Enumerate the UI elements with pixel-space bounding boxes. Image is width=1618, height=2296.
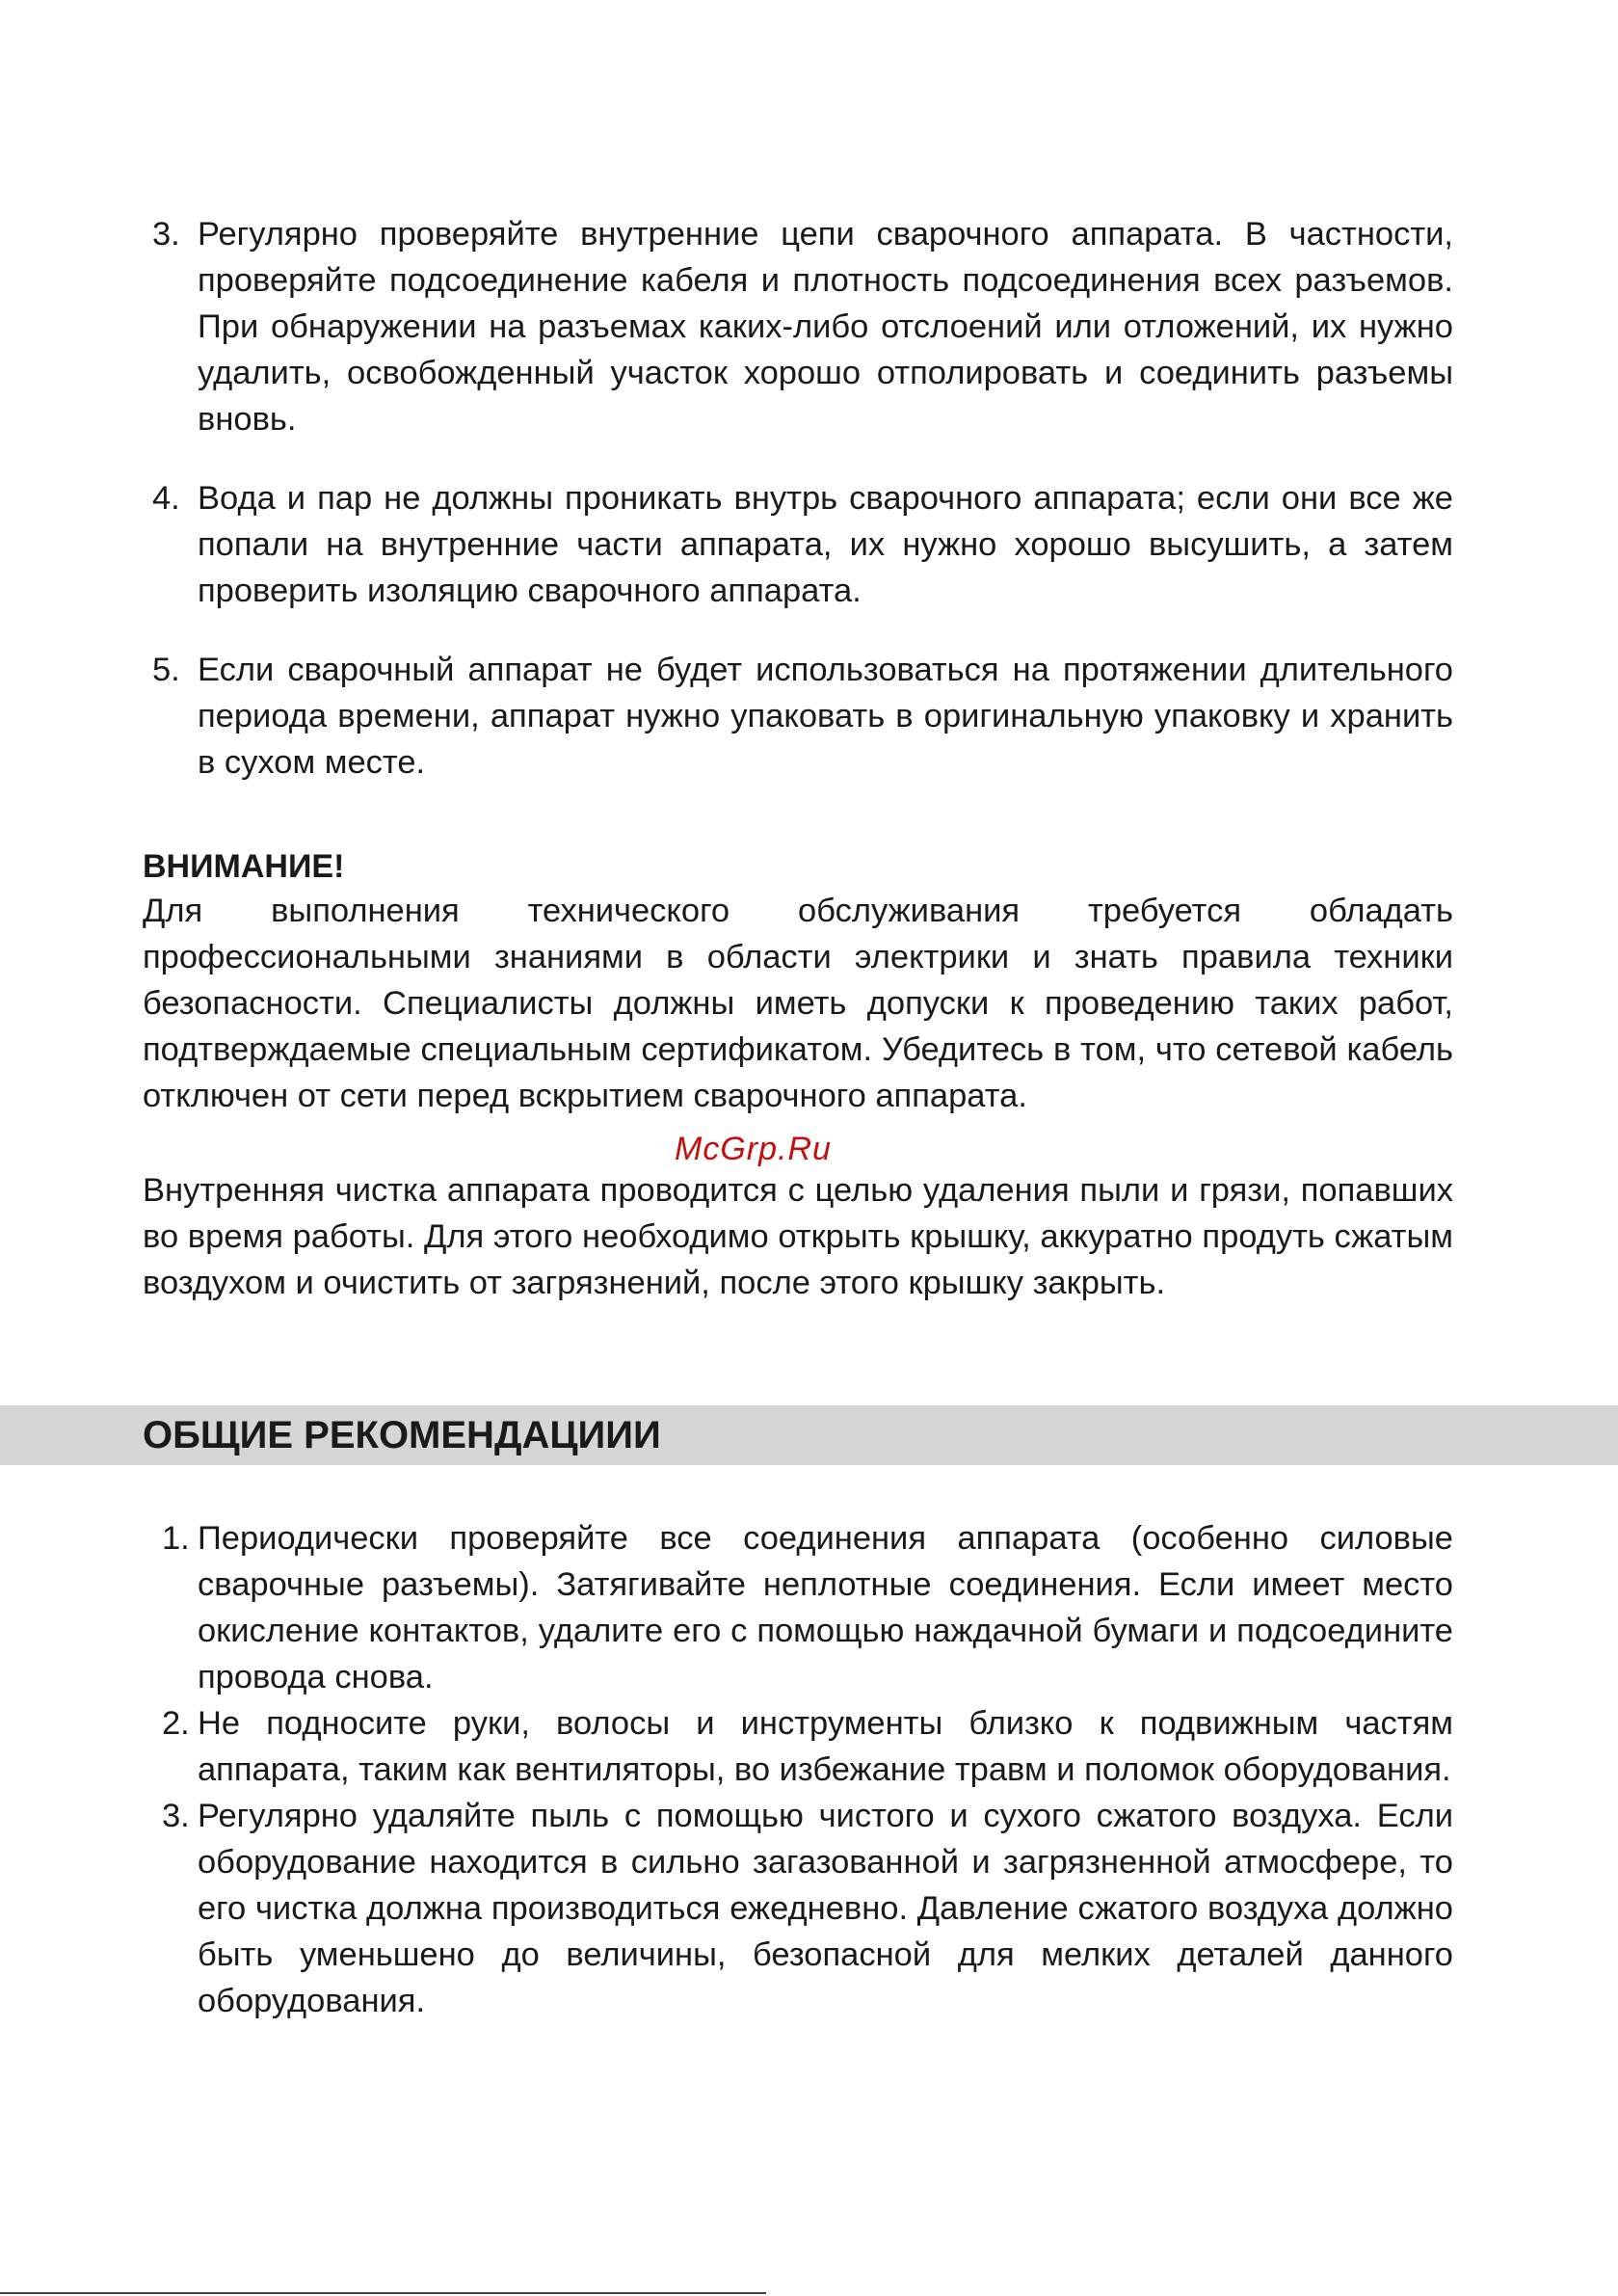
footer-divider (0, 2292, 766, 2294)
list-item-text: Не подносите руки, волосы и инструменты близко к подвижным частям аппарата, таким как вентиляторы, во избежание травм и поломок оборудования. (198, 1705, 1453, 1788)
list-item-number: 2. (162, 1705, 190, 1742)
list-item-number: 5. (152, 652, 180, 688)
warning-paragraph: Для выполнения технического обслуживания требуется обладать профессиональными знаниями в области электрики и знать правила техники безопасности. Специалисты должны иметь допуски к проведению таких работ, подтверждаемые специальным сертификатом. Убедитесь в том, что сетевой кабель отключен от сети перед вскрытием сварочного аппарата. (143, 893, 1453, 1114)
list-item-number: 3. (162, 1798, 190, 1834)
list-item-text: Периодически проверяйте все соединения аппарата (особенно силовые сварочные разъемы). Затягивайте неплотные соединения. Если имеет место окисление контактов, удалите его с помощью наждачной бумаги и подсоедините провода снова. (198, 1520, 1453, 1695)
list-item (143, 1793, 1453, 2024)
list-item-text: Вода и пар не должны проникать внутрь сварочного аппарата; если они все же попали на внутренние части аппарата, их нужно хорошо высушить, а затем проверить изоляцию сварочного аппарата. (198, 480, 1453, 609)
list-item-number: 4. (152, 480, 180, 517)
list-item-number: 1. (162, 1520, 190, 1557)
maintenance-list (143, 211, 1453, 818)
cleaning-paragraph: Внутренняя чистка аппарата проводится с целью удаления пыли и грязи, попавших во время работы. Для этого необходимо открыть крышку, аккуратно продуть сжатым воздухом и очистить от загрязнений, после этого крышку закрыть. (143, 1172, 1453, 1301)
list-item (143, 475, 1453, 614)
list-item (143, 647, 1453, 786)
warning-heading: ВНИМАНИЕ! (143, 848, 345, 885)
list-item-text: Регулярно проверяйте внутренние цепи сварочного аппарата. В частности, проверяйте подсоединение кабеля и плотность подсоединения всех разъемов. При обнаружении на разъемах каких-либо отслоений или отложений, их нужно удалить, освобожденный участок хорошо отполировать и соединить разъемы вновь. (198, 216, 1453, 438)
list-item-text: Если сварочный аппарат не будет использоваться на протяжении длительного периода времени, аппарат нужно упаковать в оригинальную упаковку и хранить в сухом месте. (198, 652, 1453, 781)
list-item (143, 1515, 1453, 1700)
general-recommendations-list (143, 1515, 1453, 2024)
list-item (143, 211, 1453, 442)
list-item (143, 1700, 1453, 1793)
list-item-text: Регулярно удаляйте пыль с помощью чистого и сухого сжатого воздуха. Если оборудование находится в сильно загазованной и загрязненной атмосфере, то его чистка должна производиться ежедневно. Давление сжатого воздуха должно быть уменьшено до величины, безопасной для мелких деталей данного оборудования. (198, 1798, 1453, 2019)
watermark: McGrp.Ru (675, 1131, 832, 1167)
list-item-number: 3. (152, 216, 180, 253)
section-title: ОБЩИЕ РЕКОМЕНДАЦИИИ (143, 1414, 661, 1456)
